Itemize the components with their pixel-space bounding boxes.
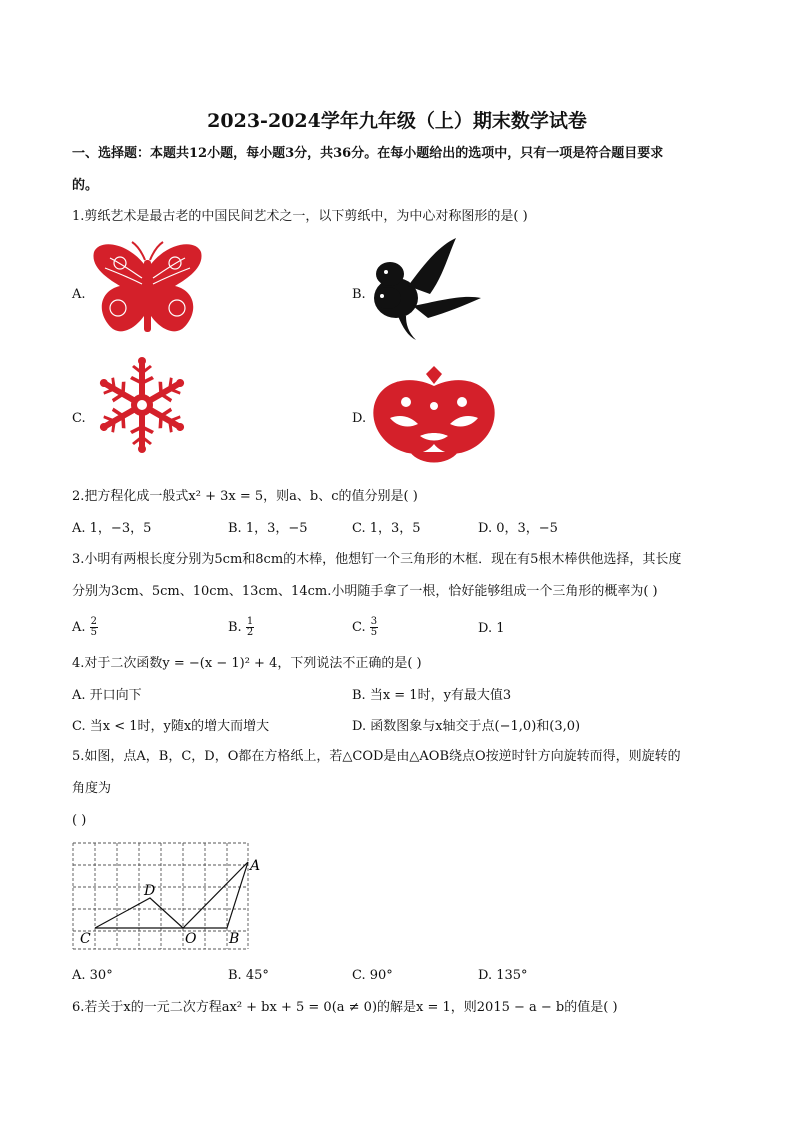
question-2-stem: 2.把方程化成一般式x² + 3x = 5，则a、b、c的值分别是( ): [72, 489, 418, 504]
question-3-stem: 3.小明有两根长度分别为5cm和8cm的木棒，他想钉一个三角形的木框．现在有5根木棒供他选择，其长度: [72, 552, 682, 567]
point-c-label: C: [80, 931, 91, 947]
section-heading-cont: 的。: [72, 178, 99, 193]
q1-option-b-label: B.: [352, 287, 366, 302]
question-5-stem-cont: 角度为: [72, 781, 112, 796]
q5-option-a: A. 30°: [72, 968, 113, 983]
fraction-denominator: 5: [90, 627, 98, 638]
q5-option-b: B. 45°: [228, 968, 269, 983]
q4-option-d: D. 函数图象与x轴交于点(−1,0)和(3,0): [352, 719, 581, 734]
section-heading: 一、选择题：本题共12小题，每小题3分，共36分。在每小题给出的选项中，只有一项是符合题目要求: [72, 146, 664, 161]
fraction-numerator: 3: [370, 616, 378, 627]
question-4-stem: 4.对于二次函数y = −(x − 1)² + 4，下列说法不正确的是( ): [72, 656, 422, 671]
q2-option-b: B. 1，3，−5: [228, 521, 308, 536]
q3-option-b: [228, 617, 254, 638]
q5-option-d: D. 135°: [478, 968, 528, 983]
point-d-label: D: [144, 883, 156, 899]
point-o-label: O: [185, 931, 197, 947]
q2-option-d: D. 0，3，−5: [478, 521, 558, 536]
page-title: 2023-2024学年九年级（上）期末数学试卷: [207, 110, 587, 132]
q2-option-c: C. 1，3，5: [352, 521, 421, 536]
butterfly-papercut-image: [90, 238, 205, 346]
q3-option-c-label: C.: [352, 620, 366, 635]
q4-option-c: C. 当x < 1时，y随x的增大而增大: [72, 719, 270, 734]
fraction-numerator: 2: [90, 616, 98, 627]
q3-option-c-fraction: [370, 617, 378, 638]
q1-option-c-label: C.: [72, 411, 86, 426]
question-1-stem: 1.剪纸艺术是最古老的中国民间艺术之一，以下剪纸中，为中心对称图形的是( ): [72, 209, 528, 224]
question-5-paren: ( ): [72, 813, 87, 828]
q3-option-b-label: B.: [228, 620, 242, 635]
snowflake-papercut-image: [88, 358, 196, 453]
fraction-denominator: 5: [370, 627, 378, 638]
question-5-stem: 5.如图，点A，B，C，D，O都在方格纸上，若△COD是由△AOB绕点O按逆时针方向旋转而得，则旋转的: [72, 749, 681, 764]
q3-option-d: D. 1: [478, 621, 505, 636]
point-a-label: A: [250, 858, 261, 874]
q3-option-a-label: A.: [72, 620, 86, 635]
point-b-label: B: [229, 931, 240, 947]
birds-papercut-image: [370, 366, 498, 470]
q3-option-c: [352, 617, 378, 638]
q3-option-a: [72, 617, 98, 638]
rotation-grid-figure: [70, 840, 270, 956]
q3-option-b-fraction: [246, 617, 254, 638]
q3-option-a-fraction: [90, 617, 98, 638]
q1-option-d-label: D.: [352, 411, 367, 426]
q2-option-a: A. 1，−3，5: [72, 521, 152, 536]
swallows-papercut-image: [368, 236, 483, 340]
q4-option-b: B. 当x = 1时，y有最大值3: [352, 688, 512, 703]
question-3-stem-cont: 分别为3cm、5cm、10cm、13cm、14cm.小明随手拿了一根，恰好能够组成一个三角形的概率为( ): [72, 584, 658, 599]
fraction-numerator: 1: [246, 616, 254, 627]
q5-option-c: C. 90°: [352, 968, 393, 983]
fraction-denominator: 2: [246, 627, 254, 638]
q1-option-a-label: A.: [72, 287, 86, 302]
question-6-stem: 6.若关于x的一元二次方程ax² + bx + 5 = 0(a ≠ 0)的解是x = 1，则2015 − a − b的值是( ): [72, 1000, 618, 1015]
q4-option-a: A. 开口向下: [72, 688, 142, 703]
